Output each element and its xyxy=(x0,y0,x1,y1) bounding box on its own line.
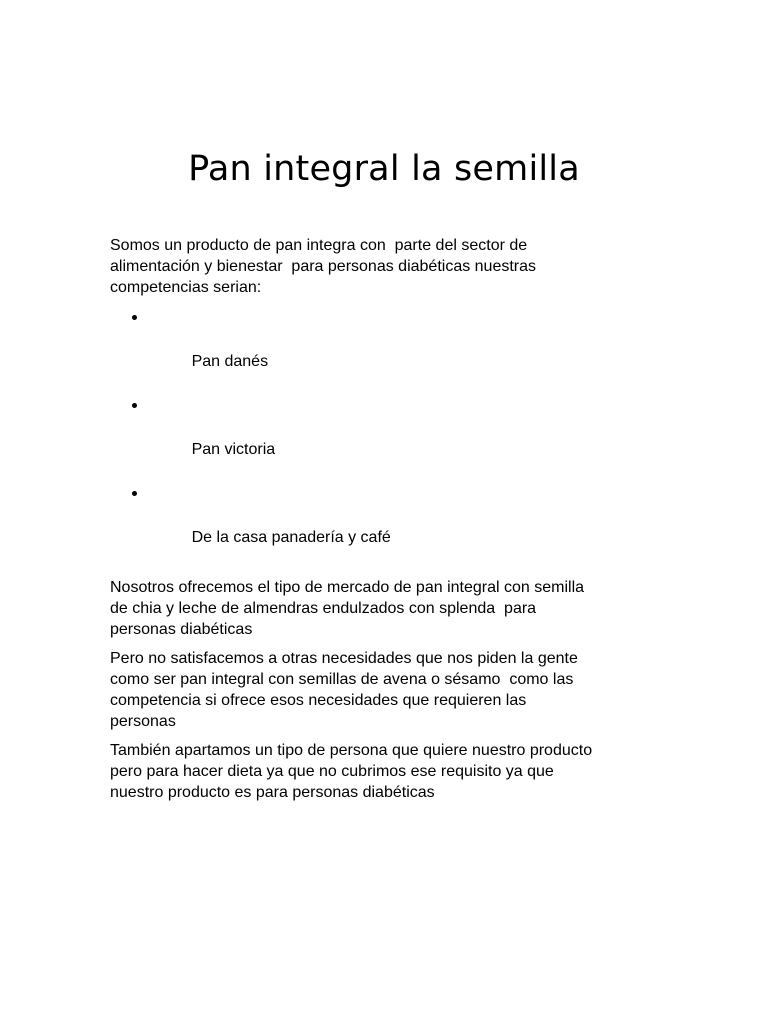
offer-line: Nosotros ofrecemos el tipo de mercado de pan integral con semilla xyxy=(110,579,585,596)
list-item-label: Pan danés xyxy=(191,353,269,370)
list-item-label: De la casa panadería y café xyxy=(191,529,391,546)
competitor-list xyxy=(110,307,670,571)
list-item xyxy=(110,307,670,395)
list-item-label: Pan victoria xyxy=(191,441,276,458)
offer-line: de chia y leche de almendras endulzados con splenda para xyxy=(110,600,537,617)
document-title: Pan integral la semilla xyxy=(188,149,580,189)
intro-line: competencias serian: xyxy=(110,279,262,296)
bullet-icon xyxy=(132,491,137,496)
intro-line: alimentación y bienestar para personas diabéticas nuestras xyxy=(110,258,537,275)
excluded-line: pero para hacer dieta ya que no cubrimos ese requisito ya que xyxy=(110,763,554,780)
needs-line: competencia si ofrece esos necesidades que requieren las xyxy=(110,692,527,709)
document-body xyxy=(110,235,670,803)
offer-paragraph xyxy=(110,577,670,640)
bullet-icon xyxy=(132,315,137,320)
excluded-line: También apartamos un tipo de persona que quiere nuestro producto xyxy=(110,742,593,759)
intro-paragraph xyxy=(110,235,670,298)
excluded-line: nuestro producto es para personas diabéticas xyxy=(110,784,435,801)
offer-line: personas diabéticas xyxy=(110,621,253,638)
intro-line: Somos un producto de pan integra con parte del sector de xyxy=(110,237,528,254)
needs-paragraph xyxy=(110,648,670,732)
bullet-icon xyxy=(132,403,137,408)
needs-line: como ser pan integral con semillas de avena o sésamo como las xyxy=(110,671,574,688)
list-item xyxy=(110,483,670,571)
excluded-customers-paragraph xyxy=(110,740,670,803)
needs-line: Pero no satisfacemos a otras necesidades que nos piden la gente xyxy=(110,650,578,667)
list-item xyxy=(110,395,670,483)
needs-line: personas xyxy=(110,713,176,730)
